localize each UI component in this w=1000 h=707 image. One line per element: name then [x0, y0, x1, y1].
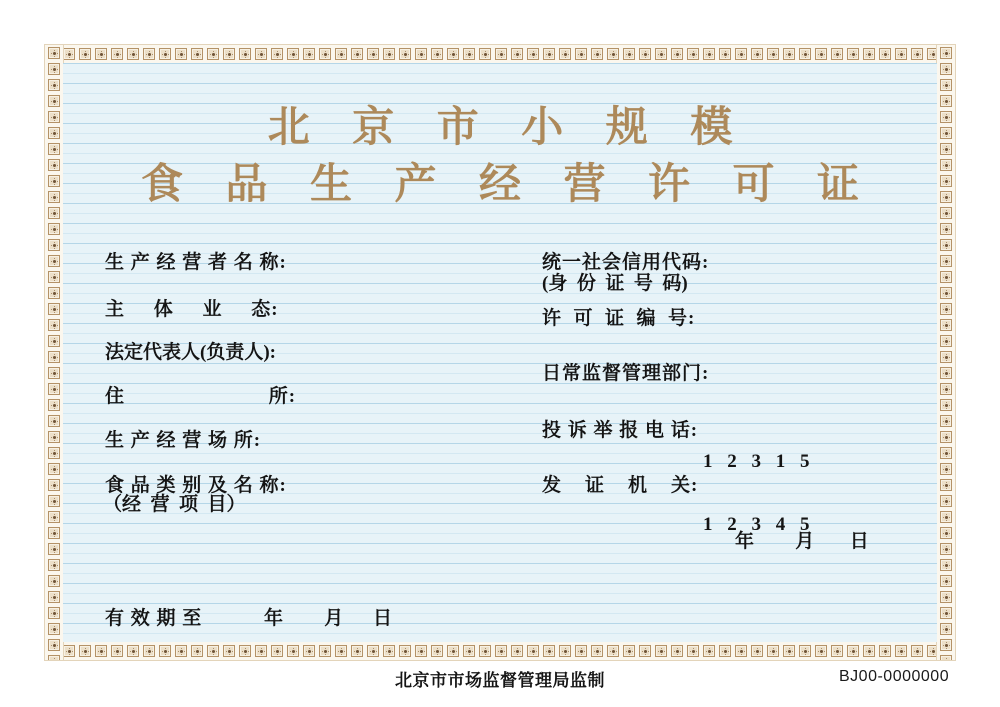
border-rosette-tile	[317, 643, 333, 659]
border-rosette-tile	[317, 46, 333, 62]
border-rosette-tile	[253, 46, 269, 62]
border-rosette-tile	[493, 46, 509, 62]
border-rosette-tile	[493, 643, 509, 659]
border-rosette-tile	[541, 46, 557, 62]
border-rosette-tile	[893, 643, 909, 659]
border-rosette-tile	[589, 46, 605, 62]
border-rosette-tile	[413, 46, 429, 62]
border-rosette-tile	[381, 46, 397, 62]
border-rosette-tile	[938, 493, 954, 509]
border-rosette-tile	[46, 269, 62, 285]
border-rosette-tile	[557, 643, 573, 659]
border-rosette-tile	[46, 621, 62, 637]
border-rosette-tile	[77, 643, 93, 659]
border-rosette-tile	[109, 643, 125, 659]
border-rosette-tile	[765, 643, 781, 659]
border-rosette-tile	[733, 46, 749, 62]
border-rosette-tile	[938, 637, 954, 653]
border-rosette-tile	[938, 573, 954, 589]
border-rosette-tile	[46, 381, 62, 397]
border-rosette-tile	[589, 643, 605, 659]
border-rosette-tile	[781, 643, 797, 659]
border-rosette-tile	[46, 317, 62, 333]
certificate-title	[0, 100, 1000, 214]
border-rosette-tile	[46, 301, 62, 317]
title-line-2: 食 品 生 产 经 营 许 可 证	[140, 162, 875, 208]
footer-issuer: 北京市市场监督管理局监制	[395, 671, 605, 690]
border-rosette-tile	[46, 365, 62, 381]
border-rosette-tile	[749, 46, 765, 62]
border-rosette-tile	[285, 643, 301, 659]
field-entity-type: 主 体 业 态:	[105, 299, 279, 320]
field-producer-name: 生 产 经 营 者 名 称:	[105, 252, 287, 273]
border-rosette-tile	[605, 643, 621, 659]
border-rosette-tile	[301, 643, 317, 659]
border-rosette-tile	[749, 643, 765, 659]
border-rosette-tile	[46, 637, 62, 653]
border-rosette-tile	[46, 653, 62, 660]
border-rosette-tile	[813, 643, 829, 659]
border-rosette-tile	[938, 77, 954, 93]
border-rosette-tile	[765, 46, 781, 62]
border-rosette-tile	[205, 643, 221, 659]
footer-serial-number: BJ00-0000000	[839, 668, 950, 685]
border-rosette-tile	[461, 46, 477, 62]
border-rosette-tile	[237, 46, 253, 62]
border-rosette-tile	[938, 461, 954, 477]
issue-date-ymd: 年 月 日	[735, 531, 870, 552]
border-rosette-tile	[621, 643, 637, 659]
border-rosette-tile	[46, 477, 62, 493]
border-rosette-tile	[829, 643, 845, 659]
border-rosette-tile	[829, 46, 845, 62]
border-rosette-tile	[938, 557, 954, 573]
border-rosette-tile	[909, 46, 925, 62]
border-rosette-tile	[46, 221, 62, 237]
phone-number-12345: 1 2 3 4 5	[703, 514, 815, 535]
border-rosette-tile	[938, 349, 954, 365]
border-rosette-tile	[669, 643, 685, 659]
border-rosette-tile	[573, 643, 589, 659]
border-rosette-tile	[221, 46, 237, 62]
border-rosette-tile	[46, 445, 62, 461]
border-rosette-tile	[717, 643, 733, 659]
border-rosette-tile	[46, 589, 62, 605]
border-rosette-tile	[605, 46, 621, 62]
border-rosette-tile	[653, 643, 669, 659]
certificate-border-top	[45, 45, 955, 63]
border-rosette-tile	[685, 643, 701, 659]
border-rosette-tile	[637, 643, 653, 659]
border-rosette-tile	[46, 61, 62, 77]
border-rosette-tile	[509, 46, 525, 62]
border-rosette-tile	[285, 46, 301, 62]
border-rosette-tile	[797, 46, 813, 62]
field-food-category-sub: （经 营 项 目）	[103, 494, 246, 515]
border-rosette-tile	[46, 509, 62, 525]
border-rosette-tile	[189, 643, 205, 659]
border-rosette-tile	[333, 46, 349, 62]
border-rosette-tile	[938, 317, 954, 333]
border-rosette-tile	[429, 46, 445, 62]
border-rosette-tile	[46, 413, 62, 429]
border-rosette-tile	[845, 643, 861, 659]
border-rosette-tile	[46, 461, 62, 477]
border-rosette-tile	[46, 253, 62, 269]
border-rosette-tile	[205, 46, 221, 62]
border-rosette-tile	[445, 46, 461, 62]
border-rosette-tile	[461, 643, 477, 659]
field-residence: 住 所:	[105, 386, 297, 407]
border-rosette-tile	[46, 429, 62, 445]
border-rosette-tile	[938, 237, 954, 253]
border-rosette-tile	[938, 621, 954, 637]
border-rosette-tile	[909, 643, 925, 659]
border-rosette-tile	[125, 46, 141, 62]
border-rosette-tile	[938, 45, 954, 61]
border-rosette-tile	[938, 653, 954, 660]
border-rosette-tile	[938, 445, 954, 461]
border-rosette-tile	[46, 349, 62, 365]
field-credit-code-sub: (身 份 证 号 码)	[542, 273, 688, 294]
border-rosette-tile	[573, 46, 589, 62]
border-rosette-tile	[46, 397, 62, 413]
certificate-border-bottom	[45, 642, 955, 660]
border-rosette-tile	[877, 46, 893, 62]
field-issuing-authority: 发 证 机 关:	[542, 475, 699, 496]
border-rosette-tile	[525, 46, 541, 62]
title-line-1: 北 京 市 小 规 模	[267, 105, 749, 151]
border-rosette-tile	[621, 46, 637, 62]
border-rosette-tile	[397, 643, 413, 659]
border-rosette-tile	[938, 221, 954, 237]
border-rosette-tile	[893, 46, 909, 62]
border-rosette-tile	[141, 643, 157, 659]
border-rosette-tile	[813, 46, 829, 62]
border-rosette-tile	[61, 643, 77, 659]
border-rosette-tile	[221, 643, 237, 659]
border-rosette-tile	[349, 643, 365, 659]
border-rosette-tile	[93, 643, 109, 659]
border-rosette-tile	[46, 541, 62, 557]
border-rosette-tile	[938, 589, 954, 605]
border-rosette-tile	[938, 253, 954, 269]
border-rosette-tile	[46, 77, 62, 93]
border-rosette-tile	[938, 333, 954, 349]
border-rosette-tile	[877, 643, 893, 659]
border-rosette-tile	[938, 541, 954, 557]
border-rosette-tile	[173, 643, 189, 659]
border-rosette-tile	[938, 61, 954, 77]
field-daily-supervision: 日常监督管理部门:	[542, 363, 710, 384]
border-rosette-tile	[509, 643, 525, 659]
border-rosette-tile	[157, 46, 173, 62]
border-rosette-tile	[173, 46, 189, 62]
border-rosette-tile	[269, 643, 285, 659]
validity-date-ymd: 年 月 日	[264, 608, 394, 629]
border-rosette-tile	[141, 46, 157, 62]
border-rosette-tile	[253, 643, 269, 659]
border-rosette-tile	[46, 493, 62, 509]
border-rosette-tile	[61, 46, 77, 62]
border-rosette-tile	[77, 46, 93, 62]
border-rosette-tile	[365, 643, 381, 659]
border-rosette-tile	[685, 46, 701, 62]
border-rosette-tile	[46, 285, 62, 301]
border-rosette-tile	[157, 643, 173, 659]
border-rosette-tile	[381, 643, 397, 659]
border-rosette-tile	[46, 237, 62, 253]
validity-label: 有 效 期 至	[105, 608, 203, 629]
border-rosette-tile	[781, 46, 797, 62]
border-rosette-tile	[938, 509, 954, 525]
border-rosette-tile	[365, 46, 381, 62]
field-license-no: 许 可 证 编 号:	[542, 308, 696, 329]
border-rosette-tile	[861, 643, 877, 659]
border-rosette-tile	[429, 643, 445, 659]
border-rosette-tile	[861, 46, 877, 62]
border-rosette-tile	[637, 46, 653, 62]
border-rosette-tile	[46, 525, 62, 541]
border-rosette-tile	[557, 46, 573, 62]
border-rosette-tile	[109, 46, 125, 62]
border-rosette-tile	[189, 46, 205, 62]
border-rosette-tile	[701, 643, 717, 659]
border-rosette-tile	[46, 333, 62, 349]
border-rosette-tile	[333, 643, 349, 659]
border-rosette-tile	[269, 46, 285, 62]
field-credit-code: 统一社会信用代码:	[542, 252, 710, 273]
border-rosette-tile	[938, 301, 954, 317]
border-rosette-tile	[477, 46, 493, 62]
border-rosette-tile	[653, 46, 669, 62]
border-rosette-tile	[938, 477, 954, 493]
border-rosette-tile	[938, 413, 954, 429]
border-rosette-tile	[938, 605, 954, 621]
border-rosette-tile	[46, 557, 62, 573]
border-rosette-tile	[413, 643, 429, 659]
field-premises: 生 产 经 营 场 所:	[105, 430, 262, 451]
border-rosette-tile	[46, 573, 62, 589]
border-rosette-tile	[938, 397, 954, 413]
border-rosette-tile	[46, 605, 62, 621]
border-rosette-tile	[717, 46, 733, 62]
border-rosette-tile	[477, 643, 493, 659]
border-rosette-tile	[797, 643, 813, 659]
border-rosette-tile	[125, 643, 141, 659]
border-rosette-tile	[938, 269, 954, 285]
border-rosette-tile	[938, 285, 954, 301]
border-rosette-tile	[445, 643, 461, 659]
border-rosette-tile	[701, 46, 717, 62]
border-rosette-tile	[938, 429, 954, 445]
border-rosette-tile	[46, 45, 62, 61]
border-rosette-tile	[301, 46, 317, 62]
border-rosette-tile	[938, 365, 954, 381]
border-rosette-tile	[541, 643, 557, 659]
border-rosette-tile	[733, 643, 749, 659]
border-rosette-tile	[669, 46, 685, 62]
border-rosette-tile	[397, 46, 413, 62]
border-rosette-tile	[237, 643, 253, 659]
field-complaint-phone: 投 诉 举 报 电 话:	[542, 420, 699, 441]
border-rosette-tile	[349, 46, 365, 62]
field-legal-representative: 法定代表人(负责人):	[105, 342, 276, 363]
border-rosette-tile	[93, 46, 109, 62]
phone-number-12315: 1 2 3 1 5	[703, 451, 815, 472]
border-rosette-tile	[525, 643, 541, 659]
border-rosette-tile	[938, 381, 954, 397]
border-rosette-tile	[845, 46, 861, 62]
border-rosette-tile	[938, 525, 954, 541]
field-food-category: 食 品 类 别 及 名 称:	[105, 475, 287, 496]
